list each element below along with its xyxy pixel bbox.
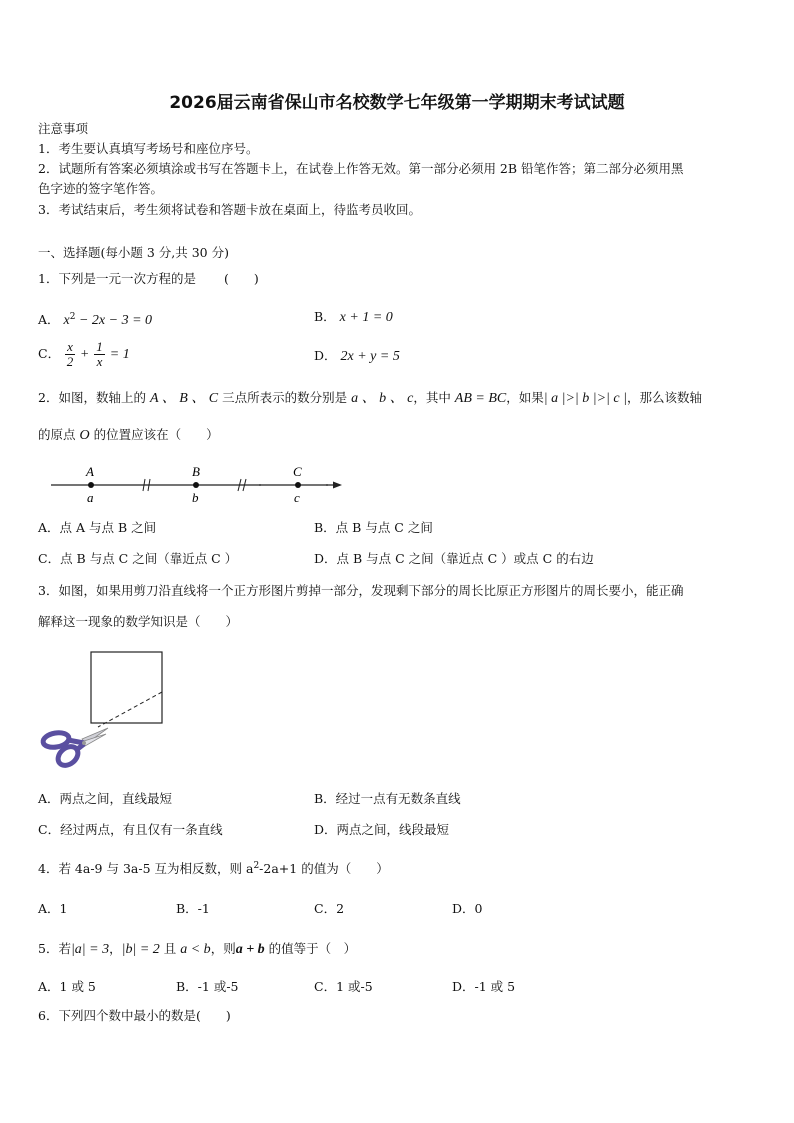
q1-option-a	[38, 308, 152, 330]
question-2-stem	[38, 389, 702, 408]
math-expr: A 、 B 、 C	[149, 391, 219, 406]
option-label: C．	[38, 346, 61, 361]
q4-option-a: A．1	[38, 901, 68, 916]
math-expr: = 1	[109, 347, 130, 362]
q2-option-a: A．点 A 与点 B 之间	[38, 520, 157, 535]
label-a: a	[87, 490, 94, 505]
math-expr: a + b	[235, 942, 265, 957]
q4-option-d: D．0	[452, 901, 483, 916]
question-4-stem	[38, 857, 389, 878]
q1-blank: ( )	[223, 271, 259, 286]
text: 的位置应该在（ ）	[89, 427, 219, 442]
q2-option-b: B．点 B 与点 C 之间	[314, 520, 433, 535]
text: ，	[109, 941, 122, 956]
arrow-head	[333, 482, 342, 489]
option-label: B．	[314, 309, 336, 324]
fraction: $\frac{x}{2}$	[66, 339, 74, 369]
notice-item: 2．试题所有答案必须填涂或书写在答题卡上，在试卷上作答无效。第一部分必须用 2B 铅笔作答；第二部分必须用黑	[38, 161, 684, 176]
number-line-figure	[45, 460, 350, 508]
text: ，如果	[506, 390, 544, 405]
text: 2．如图，数轴上的	[38, 390, 150, 405]
q2-option-c: C．点 B 与点 C 之间（靠近点 C ）	[38, 551, 238, 566]
label-B: B	[192, 464, 200, 479]
q4-option-b: B．-1	[176, 901, 210, 916]
math-var: x	[63, 313, 70, 329]
label-C: C	[293, 464, 302, 479]
notice-item: 色字迹的签字笔作答。	[38, 181, 164, 196]
math-op: +	[79, 347, 90, 362]
page-title: 2026届云南省保山市名校数学七年级第一学期期末考试试题	[169, 93, 625, 113]
label-b: b	[192, 490, 199, 505]
math-expr: |b| = 2	[121, 942, 160, 957]
text: 且	[159, 941, 181, 956]
math-sup: 2	[69, 312, 76, 322]
q1-option-d	[314, 347, 400, 366]
label-A: A	[86, 464, 94, 479]
label-c: c	[294, 490, 300, 505]
q1-option-b	[314, 308, 393, 327]
q3-option-d: D．两点之间，线段最短	[314, 822, 450, 837]
notice-item: 1．考生要认真填写考场号和座位序号。	[38, 141, 259, 156]
q5-option-d: D．-1 或 5	[452, 979, 516, 994]
q3-option-b: B．经过一点有无数条直线	[314, 791, 461, 806]
math-expr: a 、 b 、 c	[351, 391, 414, 406]
text: 5．若	[38, 941, 71, 956]
tick-dot	[326, 484, 328, 486]
question-5-stem	[38, 940, 356, 959]
text: 三点所表示的数分别是	[218, 390, 352, 405]
text: 的原点	[38, 427, 80, 442]
q5-option-b: B．-1 或-5	[176, 979, 239, 994]
text: 4．若 4a-9 与 3a-5 互为相反数，则 a	[38, 861, 254, 877]
q2-option-d: D．点 B 与点 C 之间（靠近点 C ）或点 C 的右边	[314, 551, 594, 566]
q5-option-c: C．1 或-5	[314, 979, 373, 994]
math-expr: | a |>| b |>| c |	[543, 391, 627, 406]
text: 的值等于（ ）	[264, 941, 357, 956]
q1-option-c	[38, 340, 130, 369]
math-expr: |a| = 3	[70, 942, 110, 957]
math-expr: 2x + y = 5	[340, 349, 400, 364]
q3-option-a: A．两点之间，直线最短	[38, 791, 173, 806]
math-expr: − 2x − 3 = 0	[75, 313, 153, 329]
math-expr: a < b	[180, 942, 211, 957]
point-b	[193, 482, 199, 488]
math-sup: 2	[253, 861, 260, 871]
math-var: O	[79, 428, 90, 443]
point-a	[88, 482, 94, 488]
q3-option-c: C．经过两点，有且仅有一条直线	[38, 822, 223, 837]
fraction: $\frac{1}{x}$	[96, 339, 103, 369]
question-1-stem	[38, 270, 259, 288]
math-expr: AB = BC	[454, 391, 507, 406]
option-label: A．	[38, 312, 60, 328]
q1-text: 1．下列是一元一次方程的是	[38, 271, 196, 286]
question-6-stem: 6．下列四个数中最小的数是( )	[38, 1008, 231, 1023]
question-3-stem-cont: 解释这一现象的数学知识是（ ）	[38, 614, 239, 629]
question-3-stem: 3．如图，如果用剪刀沿直线将一个正方形图片剪掉一部分，发现剩下部分的周长比原正方形图片的周长要小，能正确	[38, 583, 684, 598]
text: ，则	[210, 941, 236, 956]
math-expr: x + 1 = 0	[339, 310, 393, 325]
notice-heading: 注意事项	[38, 121, 89, 136]
square-shape	[91, 652, 162, 723]
point-c	[295, 482, 301, 488]
tick-dot	[259, 484, 261, 486]
text: ，其中	[413, 390, 455, 405]
notice-item: 3．考试结束后，考生须将试卷和答题卡放在桌面上，待监考员收回。	[38, 202, 421, 217]
text: ，那么该数轴	[626, 390, 702, 405]
text: -2a+1 的值为（ ）	[259, 861, 389, 877]
section-heading: 一、选择题(每小题 3 分,共 30 分)	[38, 245, 229, 260]
q4-option-c: C．2	[314, 901, 345, 916]
scissors-square-figure	[38, 648, 168, 774]
question-2-stem-cont	[38, 426, 219, 445]
q5-option-a: A．1 或 5	[38, 979, 96, 994]
scissors-icon	[42, 728, 108, 769]
option-label: D．	[314, 348, 337, 363]
